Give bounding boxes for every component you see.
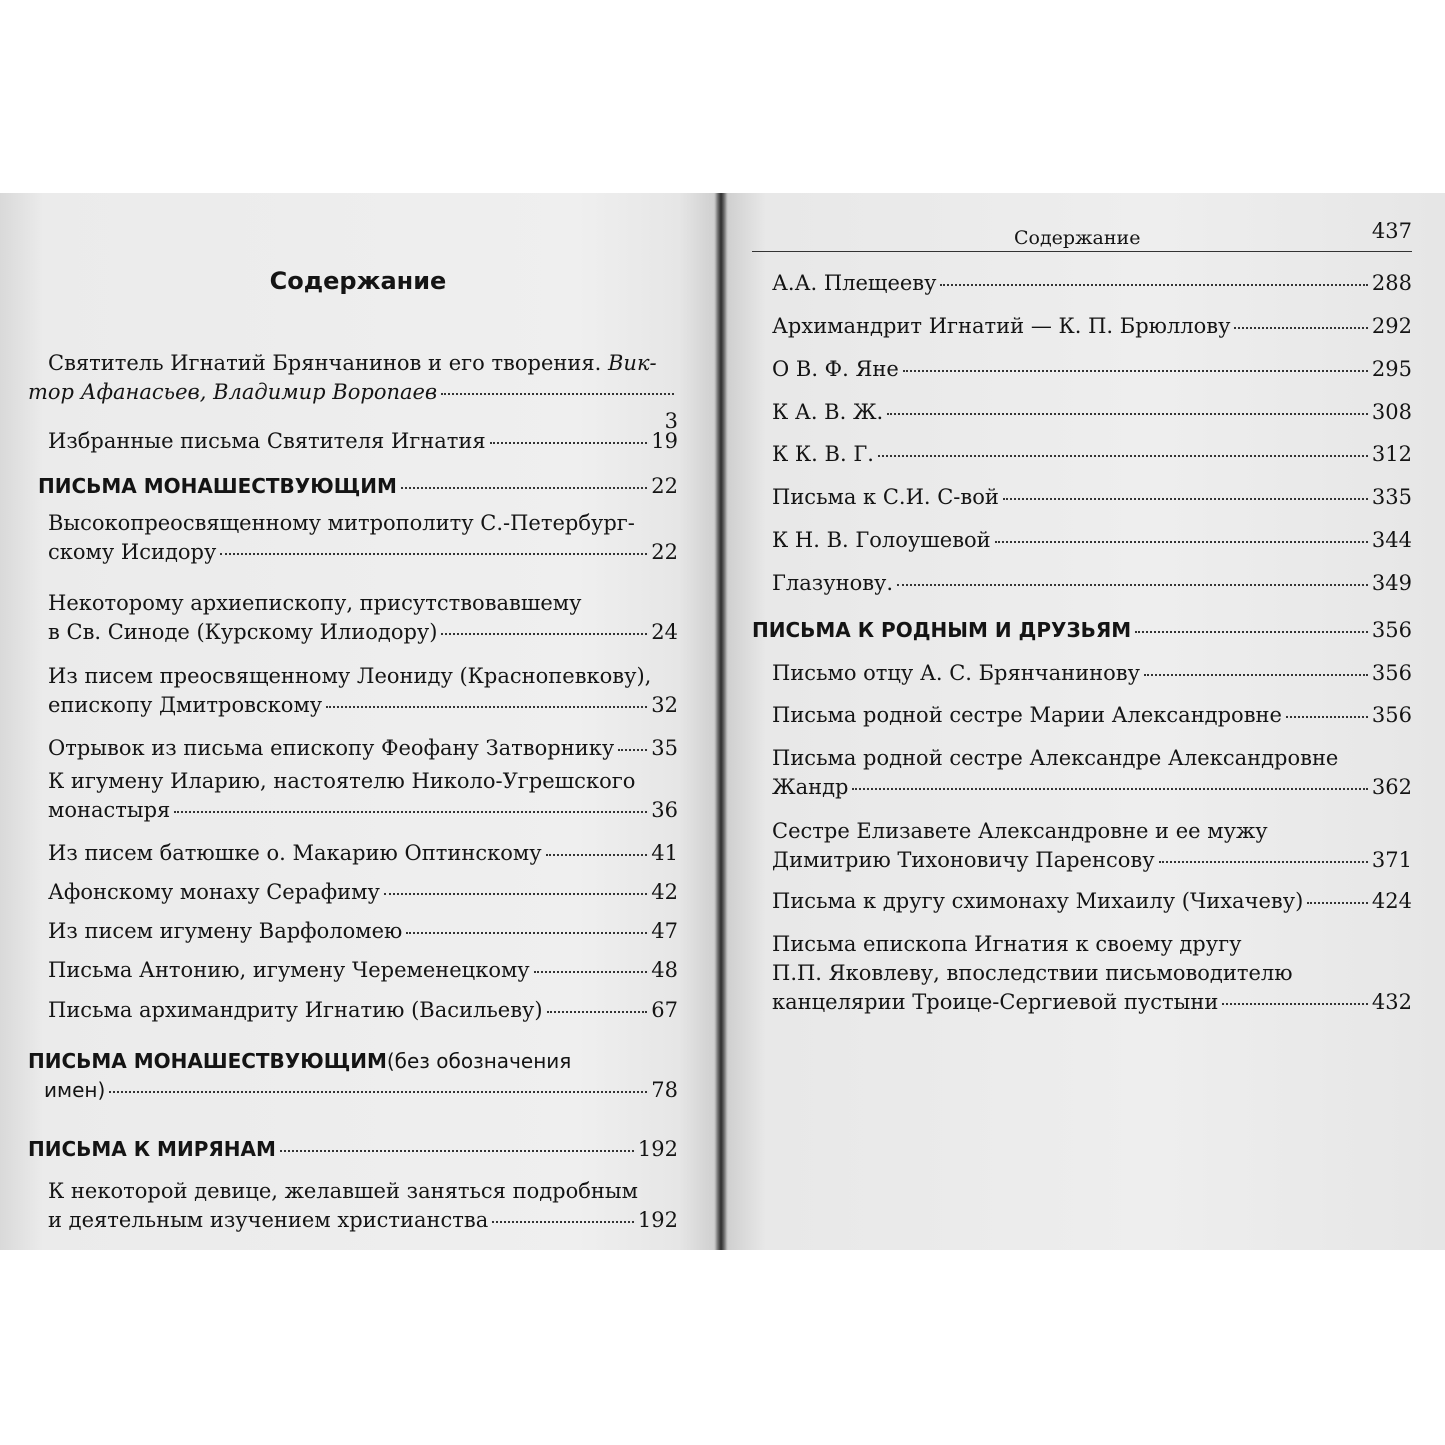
toc-entry[interactable] [28, 349, 678, 436]
entry-page-number: 3 [664, 409, 678, 433]
entry-label: Письма родной сестре Марии Александровне [772, 703, 1282, 727]
dot-leader [441, 632, 647, 635]
entry-label: скому Исидору [48, 540, 217, 564]
toc-entry[interactable] [28, 996, 678, 1025]
dot-leader [109, 1090, 647, 1093]
entry-label: Отрывок из письма епископу Феофану Затворнику [48, 736, 615, 760]
toc-section[interactable] [28, 1047, 678, 1105]
toc-entry[interactable] [28, 956, 678, 985]
toc-heading: Содержание [269, 267, 447, 295]
toc-entry[interactable] [752, 440, 1412, 469]
entry-page-number: 356 [1371, 661, 1412, 685]
page-number: 437 [1371, 219, 1412, 243]
entry-page-number: 312 [1371, 442, 1412, 466]
entry-label: и деятельным изучением христианства [48, 1208, 489, 1232]
toc-entry[interactable] [28, 839, 678, 868]
section-label: ПИСЬМА К МИРЯНАМ [28, 1137, 276, 1161]
dot-leader [534, 970, 648, 973]
entry-label: Письма к С.И. С-вой [772, 485, 999, 509]
entry-page-number: 32 [651, 693, 678, 717]
entry-page-number: 67 [651, 998, 678, 1022]
entry-label: Письмо отцу А. С. Брянчанинову [772, 661, 1140, 685]
entry-label: Из писем батюшке о. Макарию Оптинскому [48, 841, 542, 865]
entry-page-number: 22 [651, 474, 678, 498]
toc-section[interactable] [38, 472, 678, 501]
dot-leader [1286, 715, 1368, 718]
entry-page-number: 432 [1371, 990, 1412, 1014]
entry-label: Глазунову. [772, 571, 894, 595]
entry-label: Письма епископа Игнатия к своему другу [772, 932, 1242, 956]
dot-leader [547, 1010, 648, 1013]
toc-entry[interactable] [28, 878, 678, 907]
entry-page-number: 344 [1371, 528, 1412, 552]
toc-entry[interactable] [752, 817, 1412, 875]
toc-entry[interactable] [752, 526, 1412, 555]
entry-label: Некоторому архиепископу, присутствовавшему [48, 591, 582, 615]
toc-entry[interactable] [28, 734, 678, 763]
entry-page-number: 42 [651, 880, 678, 904]
toc-entry[interactable] [752, 930, 1412, 1017]
entry-label: А.А. Плещееву [772, 271, 937, 295]
entry-label: Письма родной сестре Александре Александровне [772, 746, 1339, 770]
dot-leader [280, 1149, 634, 1152]
dot-leader [1144, 673, 1368, 676]
dot-leader [1159, 860, 1368, 863]
entry-label: О В. Ф. Яне [772, 357, 899, 381]
dot-leader [441, 392, 674, 395]
entry-page-number: 288 [1371, 271, 1412, 295]
entry-page-number: 48 [651, 958, 678, 982]
dot-leader [406, 931, 647, 934]
entry-page-number: 356 [1371, 618, 1412, 642]
entry-author: Вик- [608, 351, 657, 375]
toc-entry[interactable] [752, 887, 1412, 916]
dot-leader [1234, 326, 1367, 329]
dot-leader [174, 810, 647, 813]
toc-entry[interactable] [28, 1177, 678, 1235]
entry-label: Жандр [772, 775, 849, 799]
toc-entry[interactable] [28, 509, 678, 567]
dot-leader [546, 853, 648, 856]
dot-leader [1222, 1002, 1368, 1005]
entry-page-number: 371 [1371, 848, 1412, 872]
section-label-note: (без обозначения [386, 1049, 572, 1073]
entry-label: Избранные письма Святителя Игнатия [48, 429, 486, 453]
entry-label: К А. В. Ж. [772, 400, 884, 424]
toc-entry[interactable] [752, 569, 1412, 598]
dot-leader [220, 552, 647, 555]
dot-leader [1307, 901, 1368, 904]
entry-page-number: 78 [651, 1078, 678, 1102]
entry-label: Письма Антонию, игумену Череменецкому [48, 958, 530, 982]
entry-page-number: 35 [651, 736, 678, 760]
entry-page-number: 295 [1371, 357, 1412, 381]
toc-entry[interactable] [28, 589, 678, 647]
dot-leader [852, 787, 1367, 790]
dot-leader [618, 748, 647, 751]
dot-leader [384, 892, 647, 895]
entry-page-number: 41 [651, 841, 678, 865]
dot-leader [326, 705, 647, 708]
entry-label: Высокопреосвященному митрополиту С.-Петербург- [48, 511, 635, 535]
dot-leader [887, 412, 1368, 415]
right-page [752, 193, 1412, 1250]
dot-leader [897, 583, 1368, 586]
entry-label: канцелярии Троице-Сергиевой пустыни [772, 990, 1219, 1014]
entry-page-number: 335 [1371, 485, 1412, 509]
entry-page-number: 19 [651, 429, 678, 453]
entry-label: Из писем преосвященному Леониду (Краснопевкову), [48, 664, 652, 688]
dot-leader [1003, 497, 1368, 500]
section-label-note: имен) [44, 1078, 106, 1102]
dot-leader [940, 283, 1367, 286]
toc-entry[interactable] [752, 659, 1412, 688]
entry-page-number: 36 [651, 798, 678, 822]
entry-page-number: 349 [1371, 571, 1412, 595]
entry-label: Афонскому монаху Серафиму [48, 880, 380, 904]
toc-entry[interactable] [752, 744, 1412, 802]
entry-label: Письма к другу схимонаху Михаилу (Чихачеву) [772, 889, 1304, 913]
entry-page-number: 47 [651, 919, 678, 943]
entry-label: Из писем игумену Варфоломею [48, 919, 403, 943]
entry-page-number: 24 [651, 620, 678, 644]
dot-leader [903, 369, 1368, 372]
entry-label: Письма архимандриту Игнатию (Васильеву) [48, 998, 543, 1022]
entry-page-number: 192 [637, 1208, 678, 1232]
section-label: ПИСЬМА МОНАШЕСТВУЮЩИМ [28, 1049, 387, 1073]
entry-label: К Н. В. Голоушевой [772, 528, 991, 552]
left-page [28, 193, 678, 1250]
entry-page-number: 356 [1371, 703, 1412, 727]
dot-leader [995, 540, 1368, 543]
book-spine [714, 193, 728, 1250]
entry-page-number: 22 [651, 540, 678, 564]
running-title: Содержание [1014, 227, 1141, 249]
toc-entry[interactable] [752, 355, 1412, 384]
running-head [752, 219, 1412, 252]
entry-label: епископу Дмитровскому [48, 693, 323, 717]
entry-label: Святитель Игнатий Брянчанинов и его творения. [48, 351, 602, 375]
entry-label: Димитрию Тихоновичу Паренсову [772, 848, 1155, 872]
entry-page-number: 292 [1371, 314, 1412, 338]
toc-entry[interactable] [28, 662, 678, 720]
entry-label: в Св. Синоде (Курскому Илиодору) [48, 620, 438, 644]
toc-entry[interactable] [752, 269, 1412, 298]
toc-entry[interactable] [752, 398, 1412, 427]
toc-entry[interactable] [28, 427, 678, 456]
entry-label: П.П. Яковлеву, впоследствии письмоводителю [772, 961, 1293, 985]
entry-page-number: 308 [1371, 400, 1412, 424]
entry-label: К игумену Иларию, настоятелю Николо-Угрешского [48, 769, 636, 793]
entry-page-number: 192 [637, 1137, 678, 1161]
entry-page-number: 362 [1371, 775, 1412, 799]
entry-label: Архимандрит Игнатий — К. П. Брюллову [772, 314, 1231, 338]
toc-section[interactable] [28, 1135, 678, 1164]
dot-leader [1135, 630, 1368, 633]
dot-leader [492, 1220, 634, 1223]
entry-label: Сестре Елизавете Александровне и ее мужу [772, 819, 1268, 843]
dot-leader [878, 454, 1368, 457]
dot-leader [490, 441, 648, 444]
entry-label: К некоторой девице, желавшей заняться подробным [48, 1179, 638, 1203]
section-label: ПИСЬМА МОНАШЕСТВУЮЩИМ [38, 474, 397, 498]
toc-entry[interactable] [752, 312, 1412, 341]
entry-label: К К. В. Г. [772, 442, 874, 466]
section-label: ПИСЬМА К РОДНЫМ И ДРУЗЬЯМ [752, 618, 1132, 642]
entry-page-number: 424 [1371, 889, 1412, 913]
entry-author: тор Афанасьев, Владимир Воропаев [28, 380, 438, 404]
toc-entry[interactable] [28, 917, 678, 946]
toc-section[interactable] [752, 616, 1412, 645]
dot-leader [401, 486, 647, 489]
toc-entry[interactable] [752, 701, 1412, 730]
toc-entry[interactable] [752, 483, 1412, 512]
entry-label: монастыря [48, 798, 171, 822]
toc-entry[interactable] [28, 767, 678, 825]
